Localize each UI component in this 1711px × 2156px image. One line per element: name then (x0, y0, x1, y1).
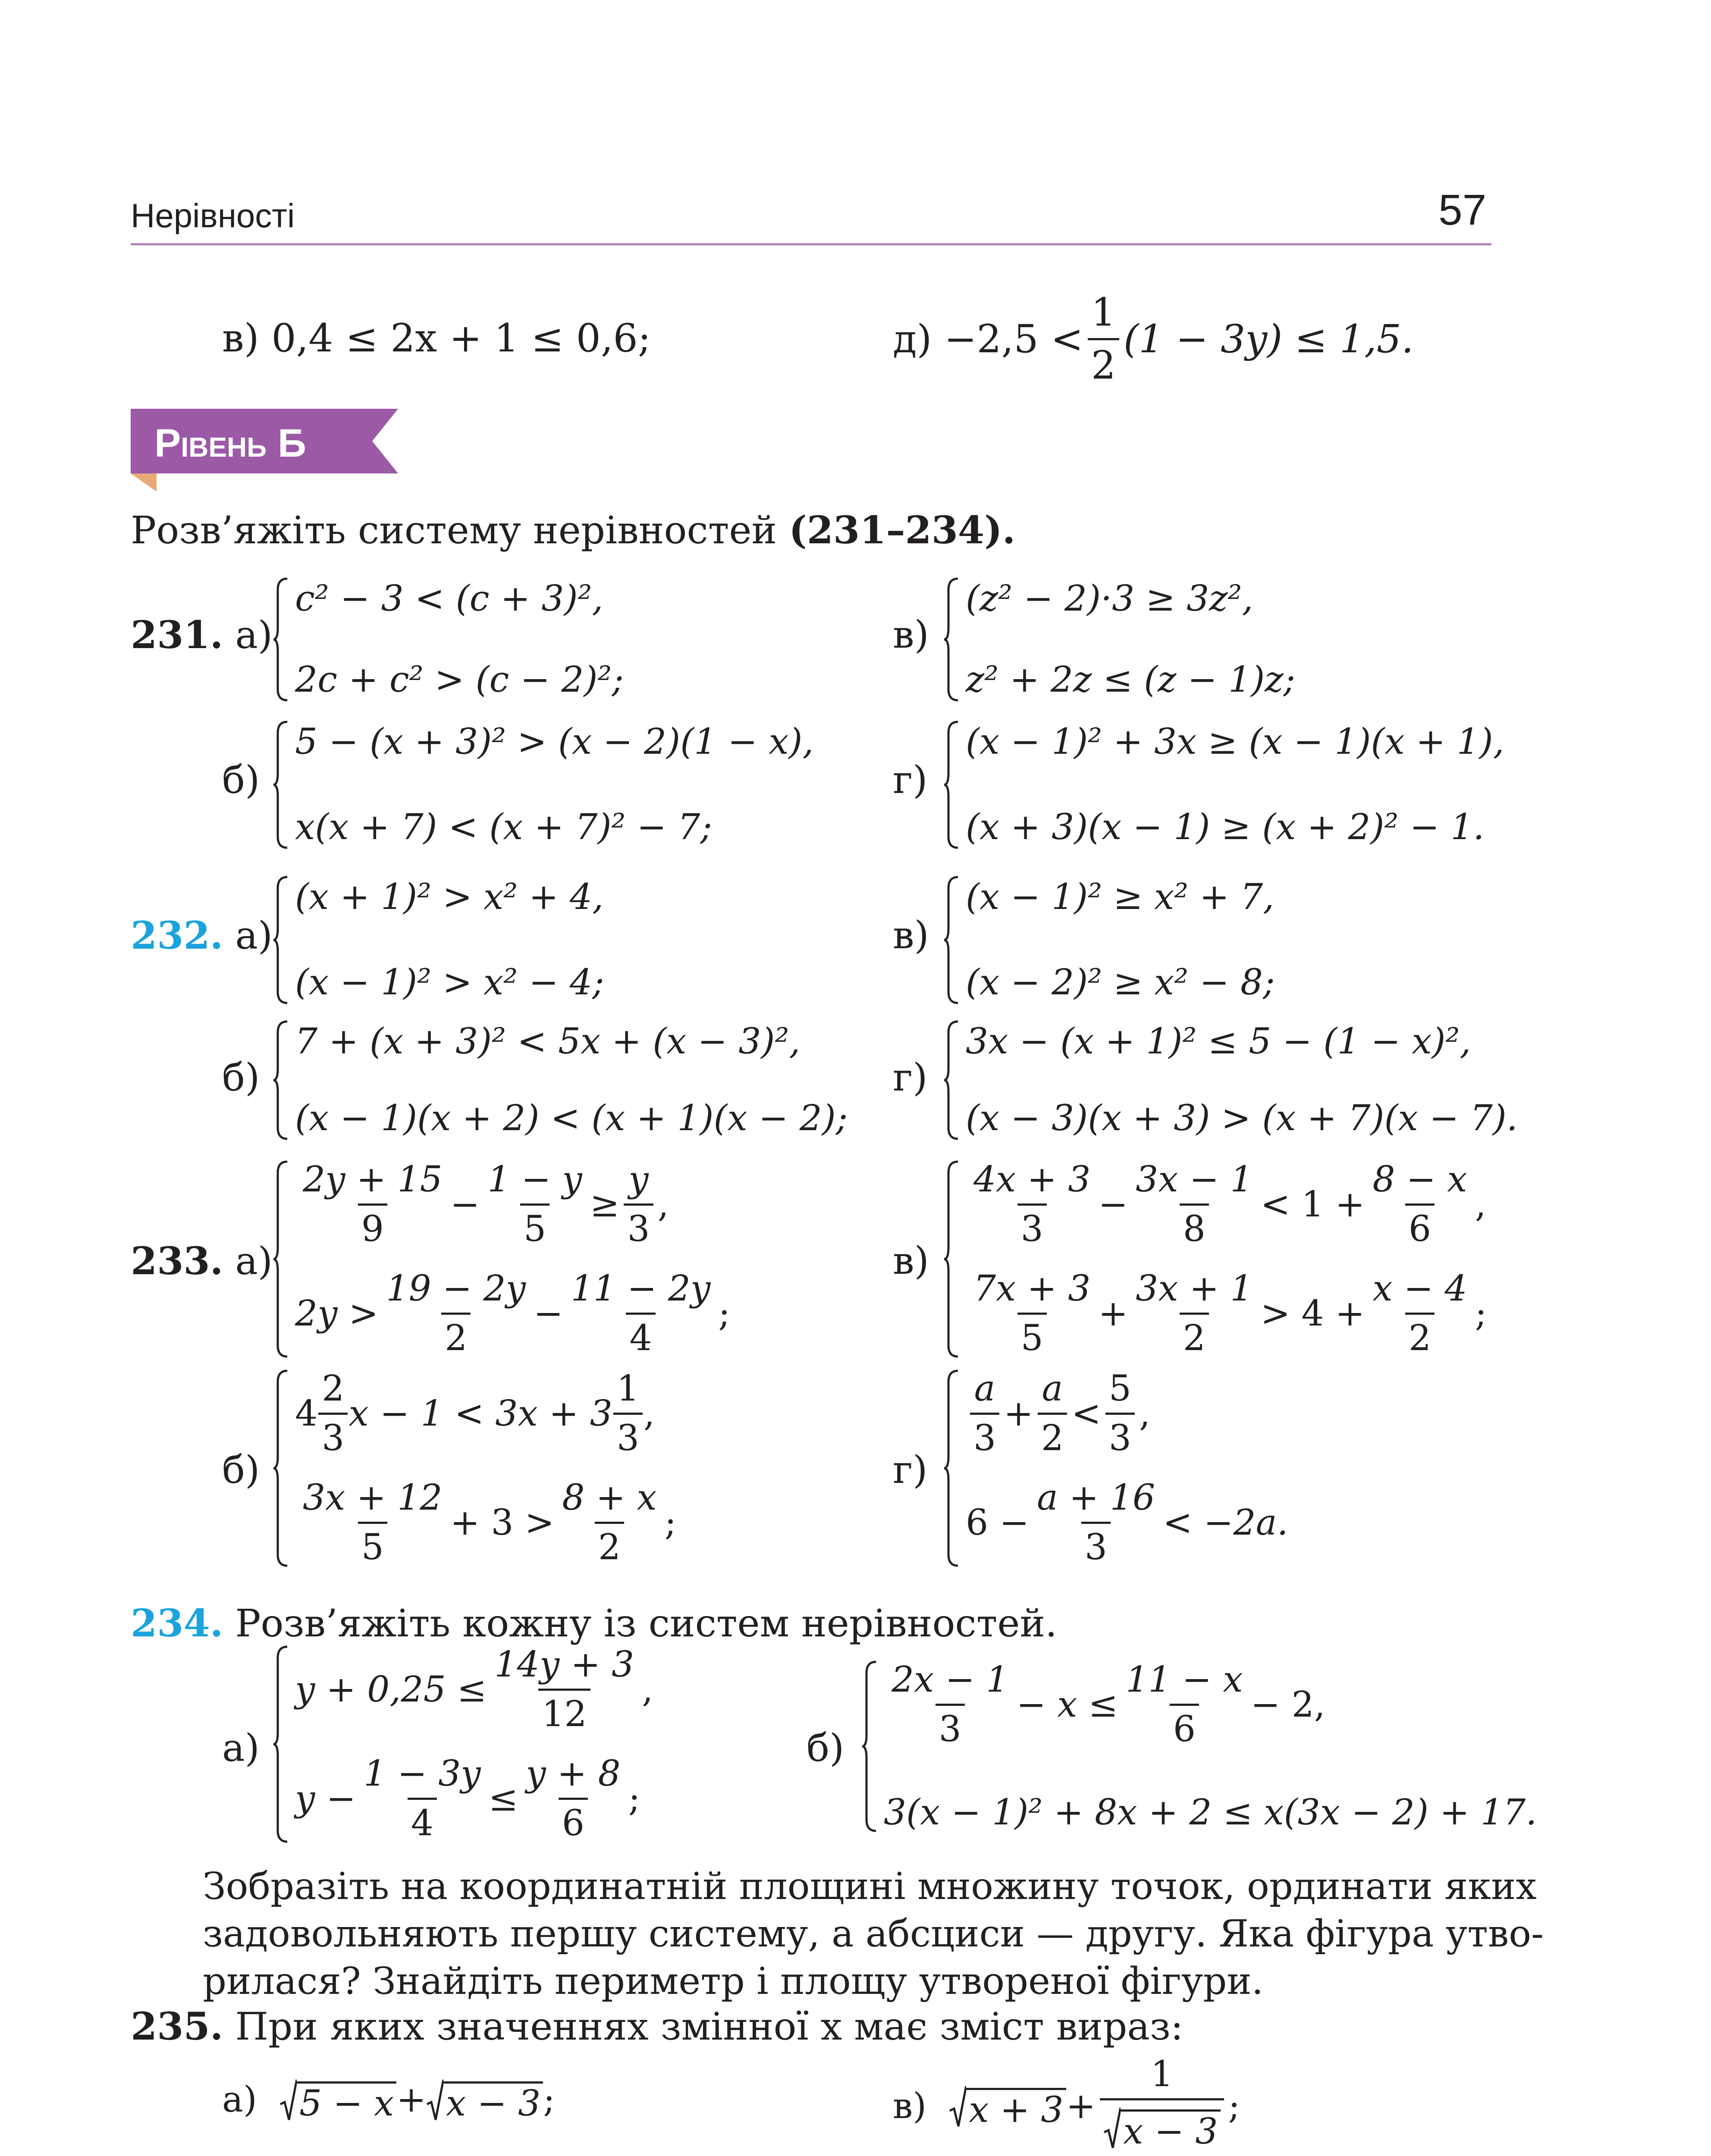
problem-number-233: 233. а) (131, 1238, 273, 1283)
brace-icon (272, 875, 289, 1005)
brace-icon (272, 720, 289, 849)
expr-post: (1 − 3y) ≤ 1,5. (1123, 316, 1414, 362)
system-234a (272, 1645, 653, 1843)
fraction: $\frac{1}{2}$ (1088, 293, 1119, 385)
line-2: (x + 3)(x − 1) ≥ (x + 2)² − 1. (966, 807, 1485, 848)
brace-icon (942, 1369, 960, 1567)
level-title: Рівень Б (154, 421, 306, 465)
system-231v (942, 577, 1295, 702)
para-line-2: задовольняють першу систему, а абсциси — другу. Яка фігура утво- (203, 1912, 1544, 1955)
running-head: Нерівності (131, 197, 295, 235)
line-2: 2y > $\frac{19 - 2y}{2}$ − $\frac{11 - 2y}{4}$ ; (295, 1268, 731, 1359)
label-232v: в) (893, 913, 929, 957)
expr-235v: в) x + 3 + $\frac{1}{x - 3}$ ; (893, 2057, 1240, 2156)
line-2: y − $\frac{1 - 3y}{4}$ ≤ $\frac{y + 8}{6}$ ; (295, 1753, 640, 1844)
problem-234-heading: 234. Розв’яжіть кожну із систем нерівностей. (131, 1601, 1058, 1645)
level-banner (131, 409, 407, 492)
problem-number-231: 231. а) (131, 612, 273, 657)
line-1: 3x − (x + 1)² ≤ 5 − (1 − x)², (966, 1021, 1471, 1062)
line-1: $\frac{a}{3}$ + $\frac{a}{2}$ < $\frac{5}{3}$ , (966, 1371, 1288, 1456)
sqrt: 5 − x (279, 2078, 396, 2122)
label-234b: б) (807, 1726, 845, 1770)
brace-icon (942, 720, 960, 849)
line-1: $\frac{4x + 3}{3}$ − $\frac{3x - 1}{8}$ < 1 + $\frac{8 - x}{6}$ , (973, 1159, 1486, 1250)
label-234a: а) (222, 1726, 260, 1770)
label: д) (893, 316, 932, 362)
line-1: $\frac{2x - 1}{3}$ − x ≤ $\frac{11 - x}{6}$ − 2, (892, 1659, 1325, 1750)
label-231b: б) (222, 758, 260, 802)
instruction (131, 508, 1016, 552)
line-1: c² − 3 < (c + 3)², (295, 578, 603, 619)
system-234b (860, 1660, 1537, 1833)
line-2: z² + 2z ≤ (z − 1)z; (966, 659, 1296, 700)
system-232g (942, 1020, 1518, 1141)
line-1: 5 − (x + 3)² > (x − 2)(1 − x), (295, 721, 814, 762)
paragraph-234 (203, 1863, 1544, 2005)
system-233v (942, 1160, 1487, 1358)
brace-icon (942, 577, 960, 702)
brace-icon (942, 1020, 960, 1141)
line-1: (x + 1)² > x² + 4, (295, 877, 604, 918)
line-2: x(x + 7) < (x + 7)² − 7; (295, 807, 713, 848)
label-233b: б) (222, 1448, 260, 1492)
para-line-1: Зобразіть на координатній площині множину точок, ординати яких (203, 1865, 1537, 1908)
line-2: $\frac{3x + 12}{5}$ + 3 > $\frac{8 + x}{2}$ ; (303, 1477, 677, 1568)
header-rule (131, 243, 1491, 245)
label-231g: г) (893, 758, 928, 802)
system-233g (942, 1369, 1288, 1567)
instruction-text: Розв’яжіть систему нерівностей (131, 508, 777, 552)
exercise-top-d (893, 290, 1414, 388)
system-233a (272, 1160, 730, 1358)
exercise-top-v (222, 316, 651, 361)
system-232a (272, 875, 604, 1005)
line-2: (x − 1)² > x² − 4; (295, 962, 604, 1003)
label-233g: г) (893, 1448, 928, 1492)
sqrt: x − 3 (426, 2078, 543, 2122)
brace-icon (272, 1160, 289, 1358)
system-232b (272, 1020, 848, 1141)
system-231g (942, 720, 1504, 849)
label-232g: г) (893, 1055, 928, 1100)
system-231b (272, 720, 814, 849)
problem-number-232: 232. а) (131, 913, 273, 958)
line-2: (x − 2)² ≥ x² − 8; (966, 962, 1275, 1003)
label: в) (222, 316, 259, 361)
brace-icon (272, 1020, 289, 1141)
fraction: $\frac{1}{x - 3}$ (1100, 2057, 1224, 2156)
line-1: y + 0,25 ≤ $\frac{14y + 3}{12}$ , (295, 1644, 653, 1735)
line-1: (z² − 2)·3 ≥ 3z², (966, 578, 1253, 619)
label-231v: в) (893, 612, 929, 657)
system-233b (272, 1369, 676, 1567)
instruction-range: (231–234). (789, 508, 1016, 552)
expr-pre: −2,5 < (944, 316, 1083, 362)
line-1: 4 $\frac{2}{3}$ x − 1 < 3x + 3 $\frac{1}{3}$ , (295, 1368, 655, 1459)
brace-icon (942, 875, 960, 1005)
system-232v (942, 875, 1275, 1005)
brace-icon (272, 1645, 289, 1843)
expr-235a: а) 5 − x + x − 3 ; (222, 2079, 555, 2124)
brace-icon (272, 577, 289, 702)
label-232b: б) (222, 1055, 260, 1100)
line-2: (x − 1)(x + 2) < (x + 1)(x − 2); (295, 1098, 848, 1139)
line-2: $\frac{7x + 3}{5}$ + $\frac{3x + 1}{2}$ > 4 + $\frac{x - 4}{2}$ ; (973, 1268, 1487, 1359)
line-2: 2c + c² > (c − 2)²; (295, 659, 624, 700)
page-number: 57 (1438, 186, 1487, 234)
sqrt: x + 3 (949, 2085, 1066, 2128)
system-231a (272, 577, 624, 702)
line-2: 6 − $\frac{a + 16}{3}$ < −2a. (966, 1477, 1288, 1568)
brace-icon (860, 1660, 878, 1833)
problem-235-heading: 235. При яких значеннях змінної x має зміст вираз: (131, 2004, 1184, 2049)
line-1: (x − 1)² + 3x ≥ (x − 1)(x + 1), (966, 721, 1504, 762)
line-2: (x − 3)(x + 3) > (x + 7)(x − 7). (966, 1098, 1518, 1139)
label-233v: в) (893, 1238, 929, 1283)
line-1: (x − 1)² ≥ x² + 7, (966, 877, 1275, 918)
brace-icon (272, 1369, 289, 1567)
line-1: 7 + (x + 3)² < 5x + (x − 3)², (295, 1021, 801, 1062)
brace-icon (942, 1160, 960, 1358)
line-2: 3(x − 1)² + 8x + 2 ≤ x(3x − 2) + 17. (884, 1792, 1537, 1833)
expression: 0,4 ≤ 2x + 1 ≤ 0,6; (271, 316, 651, 361)
para-line-3: рилася? Знайдіть периметр і площу утвореної фігури. (203, 1960, 1264, 2003)
line-1: $\frac{2y + 15}{9}$ − $\frac{1 - y}{5}$ ≥ $\frac{y}{3}$ , (303, 1159, 669, 1250)
